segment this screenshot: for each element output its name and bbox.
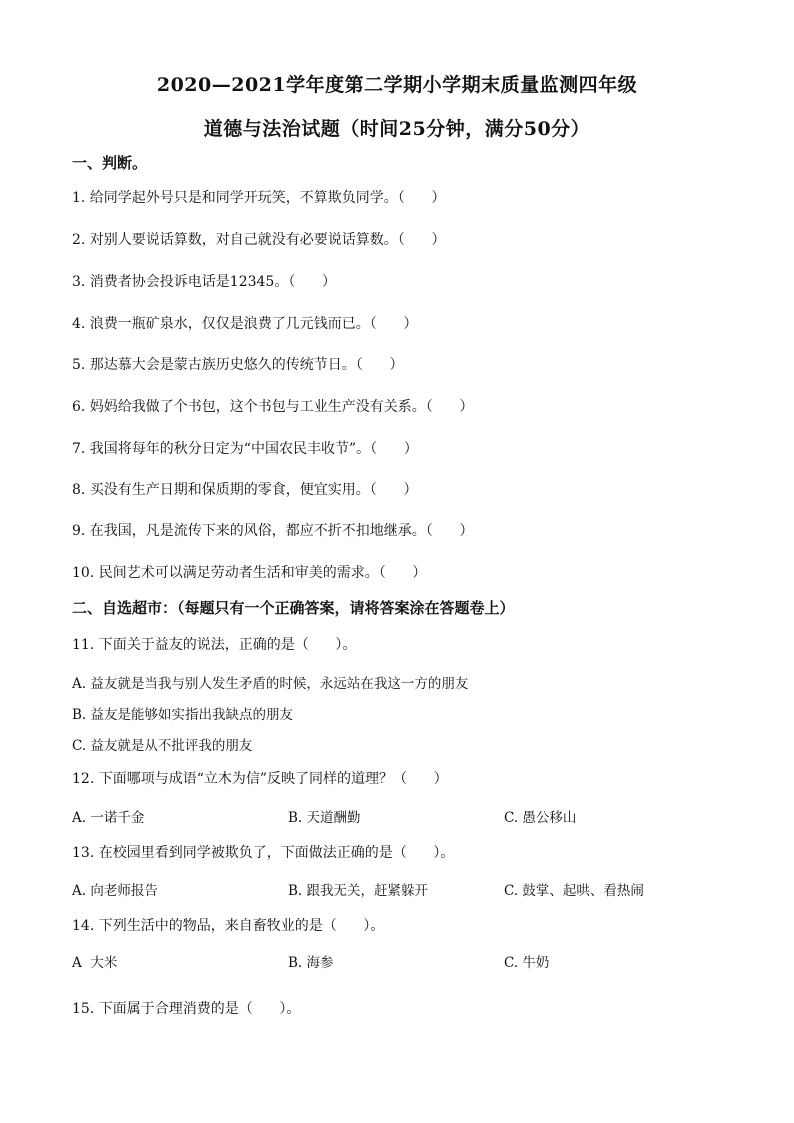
question-11: 11. 下面关于益友的说法，正确的是（ ）。 [72, 637, 357, 653]
question-13-option-b: B. 跟我无关，赶紧躲开 [288, 883, 429, 899]
section-heading-choice: 二、自选超市：（每题只有一个正确答案，请将答案涂在答题卷上） [72, 599, 515, 617]
question-12: 12. 下面哪项与成语“立木为信”反映了同样的道理？（ ） [72, 771, 448, 787]
question-12-option-c: C. 愚公移山 [504, 810, 577, 826]
question-11-option-c: C. 益友就是从不批评我的朋友 [72, 738, 253, 754]
question-12-option-b: B. 天道酬勤 [288, 810, 361, 826]
exam-subtitle: 道德与法治试题（时间25分钟，满分50分） [203, 118, 591, 140]
exam-title: 2020—2021学年度第二学期小学期末质量监测四年级 [156, 74, 638, 96]
question-13-option-c: C. 鼓掌、起哄、看热闹 [504, 883, 644, 899]
question-13: 13. 在校园里看到同学被欺负了，下面做法正确的是（ ）。 [72, 845, 455, 861]
question-2: 2. 对别人要说话算数，对自己就没有必要说话算数。（ ） [72, 232, 446, 248]
question-11-option-b: B. 益友是能够如实指出我缺点的朋友 [72, 707, 294, 723]
section-heading-judgment: 一、判断。 [72, 154, 148, 172]
question-7: 7. 我国将每年的秋分日定为“中国农民丰收节”。（ ） [72, 441, 418, 457]
question-10: 10. 民间艺术可以满足劳动者生活和审美的需求。（ ） [72, 565, 427, 581]
question-13-option-a: A. 向老师报告 [72, 883, 158, 899]
question-14-option-a: A 大米 [72, 955, 118, 971]
question-3: 3. 消费者协会投诉电话是12345。（ ） [72, 274, 337, 290]
question-9: 9. 在我国，凡是流传下来的风俗，都应不折不扣地继承。（ ） [72, 523, 474, 539]
question-1: 1. 给同学起外号只是和同学开玩笑，不算欺负同学。（ ） [72, 190, 446, 206]
question-11-option-a: A. 益友就是当我与别人发生矛盾的时候，永远站在我这一方的朋友 [72, 676, 469, 692]
question-8: 8. 买没有生产日期和保质期的零食，便宜实用。（ ） [72, 482, 418, 498]
question-14: 14. 下列生活中的物品，来自畜牧业的是（ ）。 [72, 918, 385, 934]
question-5: 5. 那达慕大会是蒙古族历史悠久的传统节日。（ ） [72, 357, 404, 373]
question-14-option-b: B. 海参 [288, 955, 334, 971]
question-15: 15. 下面属于合理消费的是（ ）。 [72, 1001, 301, 1017]
question-4: 4. 浪费一瓶矿泉水，仅仅是浪费了几元钱而已。（ ） [72, 316, 418, 332]
question-6: 6. 妈妈给我做了个书包，这个书包与工业生产没有关系。（ ） [72, 399, 474, 415]
question-12-option-a: A. 一诺千金 [72, 810, 145, 826]
question-14-option-c: C. 牛奶 [504, 955, 550, 971]
